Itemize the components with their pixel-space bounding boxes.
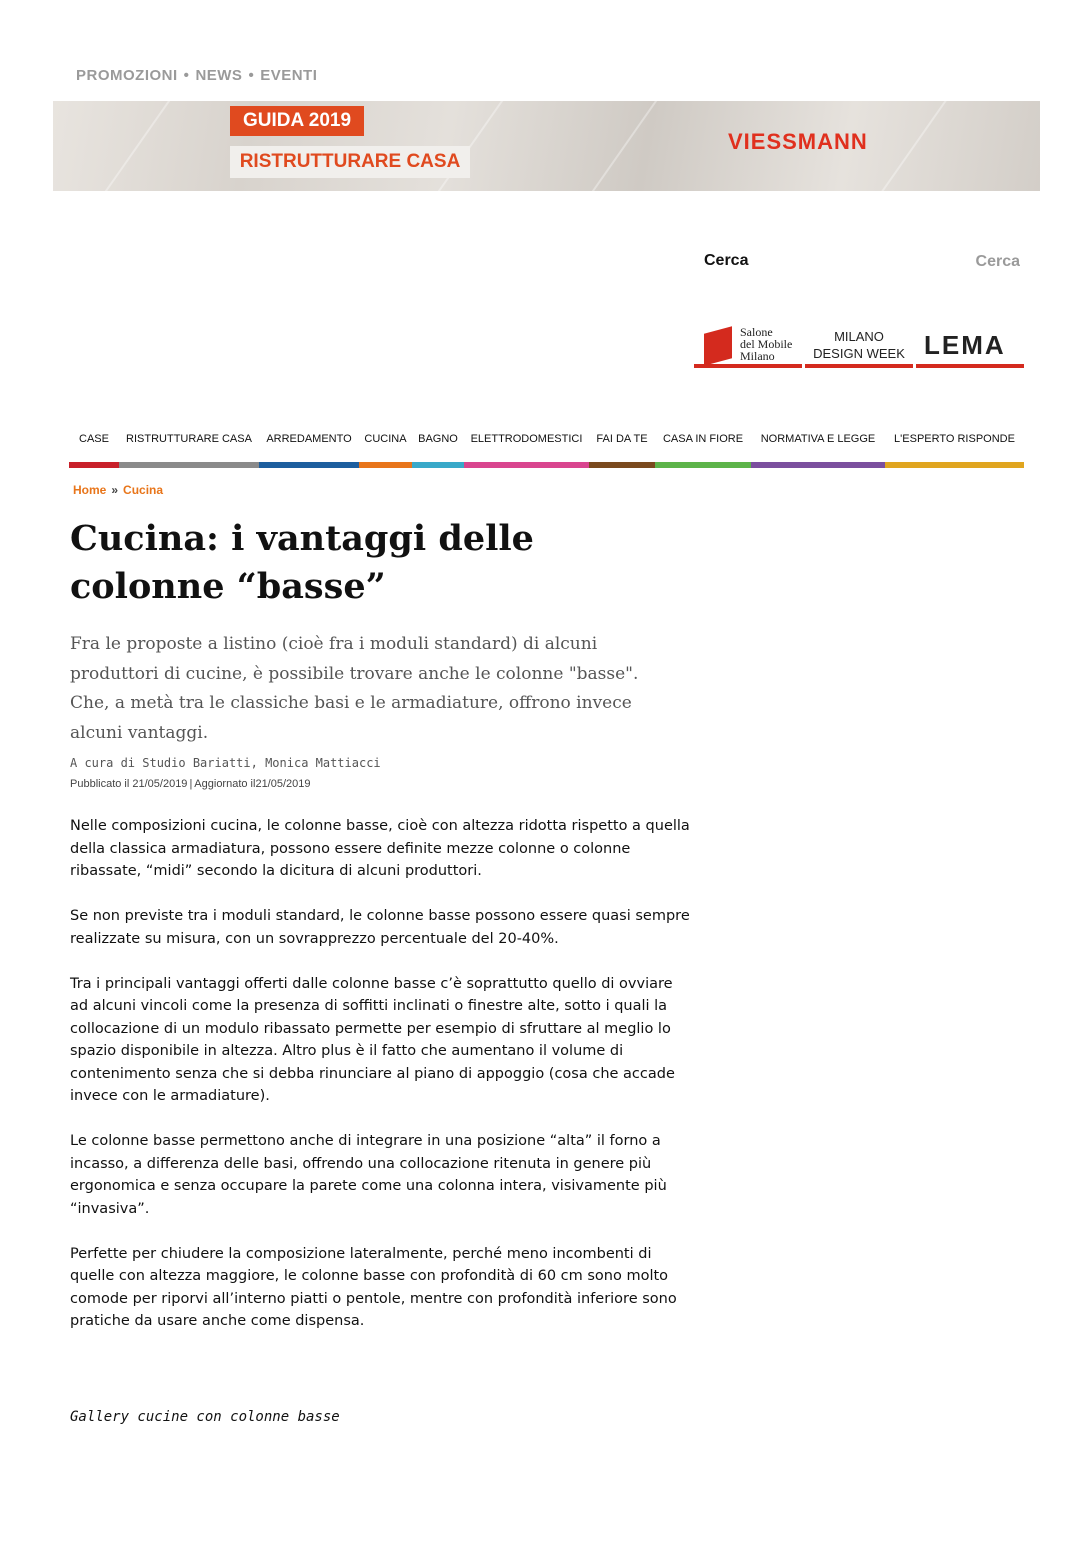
- nav-color-bar: [464, 462, 589, 468]
- gallery-caption-link[interactable]: Gallery cucine con colonne basse: [70, 1409, 340, 1425]
- ad-banner[interactable]: [53, 101, 1040, 191]
- nav-item-casa-in-fiore[interactable]: [655, 430, 751, 468]
- lema-logo[interactable]: [916, 320, 1024, 368]
- banner-guide-label: GUIDA 2019: [230, 106, 364, 136]
- nav-item-fai-da-te[interactable]: [589, 430, 655, 468]
- nav-color-bar: [259, 462, 359, 468]
- article-byline: A cura di Studio Bariatti, Monica Mattiacci: [70, 756, 381, 770]
- banner-subtitle: RISTRUTTURARE CASA: [230, 146, 470, 178]
- lema-wordmark: LEMA: [924, 330, 1006, 360]
- salone-mark-icon: [704, 326, 732, 366]
- nav-label: RISTRUTTURARE CASA: [126, 433, 252, 445]
- nav-item-case[interactable]: [69, 430, 119, 468]
- article-lead: Fra le proposte a listino (cioè fra i moduli standard) di alcuni produttori di cucine, è possibile trovare anche le colonne "basse". Che, a metà tra le classiche basi e le armadiature, offrono invece alcuni vantaggi.: [70, 634, 639, 743]
- nav-item-bagno[interactable]: [412, 430, 464, 468]
- nav-item-normativa-e-legge[interactable]: [751, 430, 885, 468]
- nav-item-ristrutturare-casa[interactable]: [119, 430, 259, 468]
- nav-label: CASA IN FIORE: [662, 433, 744, 445]
- milano-design-week-logo[interactable]: [805, 320, 913, 368]
- article-paragraph: Nelle composizioni cucina, le colonne basse, cioè con altezza ridotta rispetto a quella della classica armadiatura, possono essere definite mezze colonne o colonne ribassate, “midi” secondo la dicitura di alcuni produttori.: [70, 818, 690, 879]
- article-title: Cucina: i vantaggi delle colonne “basse”: [70, 518, 534, 607]
- nav-label: ELETTRODOMESTICI: [470, 433, 583, 445]
- salone-logo[interactable]: [694, 320, 802, 368]
- nav-item-esperto-risponde[interactable]: [885, 430, 1024, 468]
- salone-line: del Mobile: [740, 337, 793, 351]
- top-links: [76, 67, 317, 84]
- nav-label: BAGNO: [418, 433, 458, 445]
- nav-label: ARREDAMENTO: [266, 433, 352, 445]
- salone-line: Milano: [740, 349, 775, 363]
- article-dates: Pubblicato il 21/05/2019 | Aggiornato il21/05/2019: [70, 778, 311, 790]
- news-link[interactable]: NEWS: [195, 67, 243, 84]
- sponsor-logos: [694, 320, 1024, 374]
- nav-color-bar: [751, 462, 885, 468]
- search-label: Cerca: [704, 252, 749, 269]
- nav-item-cucina[interactable]: [359, 430, 412, 468]
- salone-line: Salone: [740, 325, 773, 339]
- separator: •: [248, 67, 255, 84]
- article-paragraph: Perfette per chiudere la composizione lateralmente, perché meno incombenti di quelle con altezza maggiore, le colonne basse con profondità di 60 cm sono molto comode per riporvi all’interno piatti o pentole, mentre con profondità inferiore sono pratiche da usare anche come dispensa.: [70, 1245, 677, 1329]
- banner-brand-logo: VIESSMANN: [728, 129, 868, 154]
- article-body: [70, 815, 690, 1355]
- published-date: Pubblicato il 21/05/2019: [70, 778, 188, 790]
- nav-label: CASE: [79, 433, 109, 445]
- search-input[interactable]: [880, 247, 1020, 277]
- nav-item-arredamento[interactable]: [259, 430, 359, 468]
- article-paragraph: Se non previste tra i moduli standard, le colonne basse possono essere quasi sempre realizzate su misura, con un sovrapprezzo percentuale del 20-40%.: [70, 908, 690, 947]
- mdw-line: MILANO: [834, 329, 884, 344]
- nav-label: CUCINA: [364, 433, 407, 445]
- nav-color-bar: [119, 462, 259, 468]
- nav-color-bar: [359, 462, 412, 468]
- nav-color-bar: [655, 462, 751, 468]
- article-paragraph: Le colonne basse permettono anche di integrare in una posizione “alta” il forno a incasso, a differenza delle basi, offrendo una collocazione ritenuta in genere più ergonomica e senza occupare la parete come una colonna intera, visivamente più “invasiva”.: [70, 1133, 667, 1217]
- nav-color-bar: [885, 462, 1024, 468]
- promo-link[interactable]: PROMOZIONI: [76, 67, 178, 84]
- nav-color-bar: [589, 462, 655, 468]
- breadcrumb-cucina-link[interactable]: Cucina: [123, 483, 164, 497]
- nav-item-elettrodomestici[interactable]: [464, 430, 589, 468]
- breadcrumb-home-link[interactable]: Home: [73, 483, 107, 497]
- breadcrumb-separator: »: [111, 483, 119, 497]
- updated-date: Aggiornato il21/05/2019: [194, 778, 311, 790]
- breadcrumb: [73, 483, 163, 497]
- main-nav: [69, 430, 1024, 468]
- separator: •: [183, 67, 190, 84]
- mdw-line: DESIGN WEEK: [813, 346, 905, 361]
- events-link[interactable]: EVENTI: [260, 67, 318, 84]
- nav-label: L'ESPERTO RISPONDE: [894, 433, 1015, 445]
- article-paragraph: Tra i principali vantaggi offerti dalle colonne basse c’è soprattutto quello di ovviare ad alcuni vincoli come la presenza di soffitti inclinati o finestre alte, sotto i quali la collocazione di un modulo ribassato permette per esempio di sfruttare al meglio lo spazio disponibile in altezza. Altro plus è il fatto che aumentano il volume di contenimento senza che si debba rinunciare al piano di appoggio (cosa che accade invece con le armadiature).: [70, 975, 675, 1104]
- nav-label: FAI DA TE: [596, 433, 648, 445]
- nav-label: NORMATIVA E LEGGE: [760, 433, 876, 445]
- nav-color-bar: [412, 462, 464, 468]
- nav-color-bar: [69, 462, 119, 468]
